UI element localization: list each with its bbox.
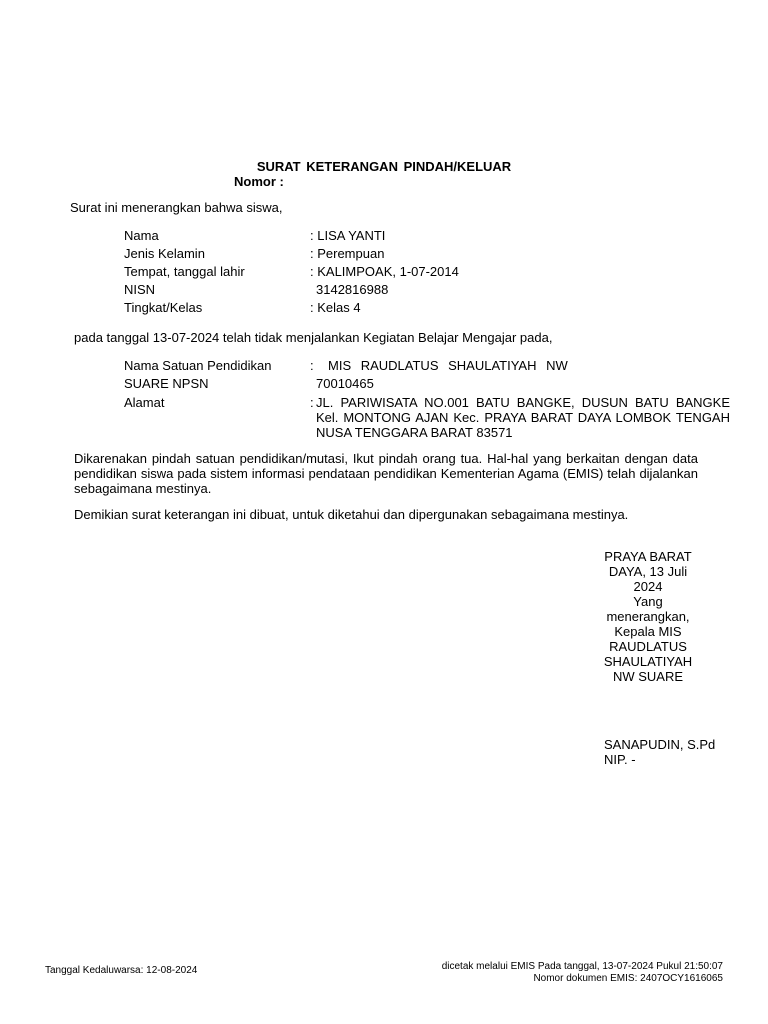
paragraph-reason: Dikarenakan pindah satuan pendidikan/mutasi, Ikut pindah orang tua. Hal-hal yang berkaitan dengan data pendidikan siswa pada sistem informasi pendataan pendidikan Kementerian Agama (EMIS) telah dijalankan sebagaimana mestinya. [74, 451, 698, 496]
field-value: 3142816988 [316, 282, 389, 297]
sign-line: Yang [633, 594, 663, 609]
signer-name: SANAPUDIN, S.Pd [604, 737, 716, 752]
field-label: Jenis Kelamin [124, 246, 205, 261]
document-number-line: Nomor dokumen EMIS: 2407OCY1616065 [533, 973, 723, 984]
school-alamat-label: Alamat [124, 395, 165, 410]
colon: : [310, 358, 314, 373]
sign-line: menerangkan, [606, 609, 690, 624]
sign-line: SHAULATIYAH [603, 654, 693, 669]
sign-line: 2024 [633, 579, 663, 594]
colon: : [310, 395, 314, 410]
field-value: : LISA YANTI [310, 228, 386, 243]
sign-line: PRAYA BARAT [604, 549, 692, 564]
signer-nip: NIP. - [604, 752, 636, 767]
school-name-value: MIS RAUDLATUS SHAULATIYAH NW [328, 358, 568, 373]
signature-block [598, 549, 698, 684]
sign-line: DAYA, 13 Juli [608, 564, 688, 579]
sign-line: Kepala MIS [614, 624, 682, 639]
intro-text: Surat ini menerangkan bahwa siswa, [70, 200, 283, 215]
field-label: Nama [124, 228, 159, 243]
alamat-line-2: Kel. MONTONG AJAN Kec. PRAYA BARAT DAYA LOMBOK TENGAH [316, 410, 730, 425]
expiry-date: Tanggal Kedaluwarsa: 12-08-2024 [45, 965, 198, 976]
school-name-label: Nama Satuan Pendidikan [124, 358, 272, 373]
field-value: : Perempuan [310, 246, 385, 261]
field-value: : Kelas 4 [310, 300, 361, 315]
alamat-line-1: JL. PARIWISATA NO.001 BATU BANGKE, DUSUN BATU BANGKE [316, 395, 730, 410]
school-npsn-label: SUARE NPSN [124, 376, 209, 391]
field-label: NISN [124, 282, 156, 297]
sign-line: RAUDLATUS [609, 639, 687, 654]
field-value: : KALIMPOAK, 1-07-2014 [310, 264, 459, 279]
field-label: Tingkat/Kelas [124, 300, 203, 315]
sign-line: NW SUARE [612, 669, 684, 684]
school-npsn-value: 70010465 [316, 376, 374, 391]
nomor-label: Nomor : [234, 174, 284, 189]
print-date-line: dicetak melalui EMIS Pada tanggal, 13-07-2024 Pukul 21:50:07 [441, 961, 723, 972]
paragraph-closing: Demikian surat keterangan ini dibuat, untuk diketahui dan dipergunakan sebagaimana mestinya. [74, 507, 629, 522]
print-info [380, 961, 723, 985]
alamat-line-3: NUSA TENGGARA BARAT 83571 [316, 425, 513, 440]
document-title: SURAT KETERANGAN PINDAH/KELUAR [256, 159, 512, 174]
paragraph-date: pada tanggal 13-07-2024 telah tidak menjalankan Kegiatan Belajar Mengajar pada, [74, 330, 553, 345]
field-label: Tempat, tanggal lahir [124, 264, 245, 279]
